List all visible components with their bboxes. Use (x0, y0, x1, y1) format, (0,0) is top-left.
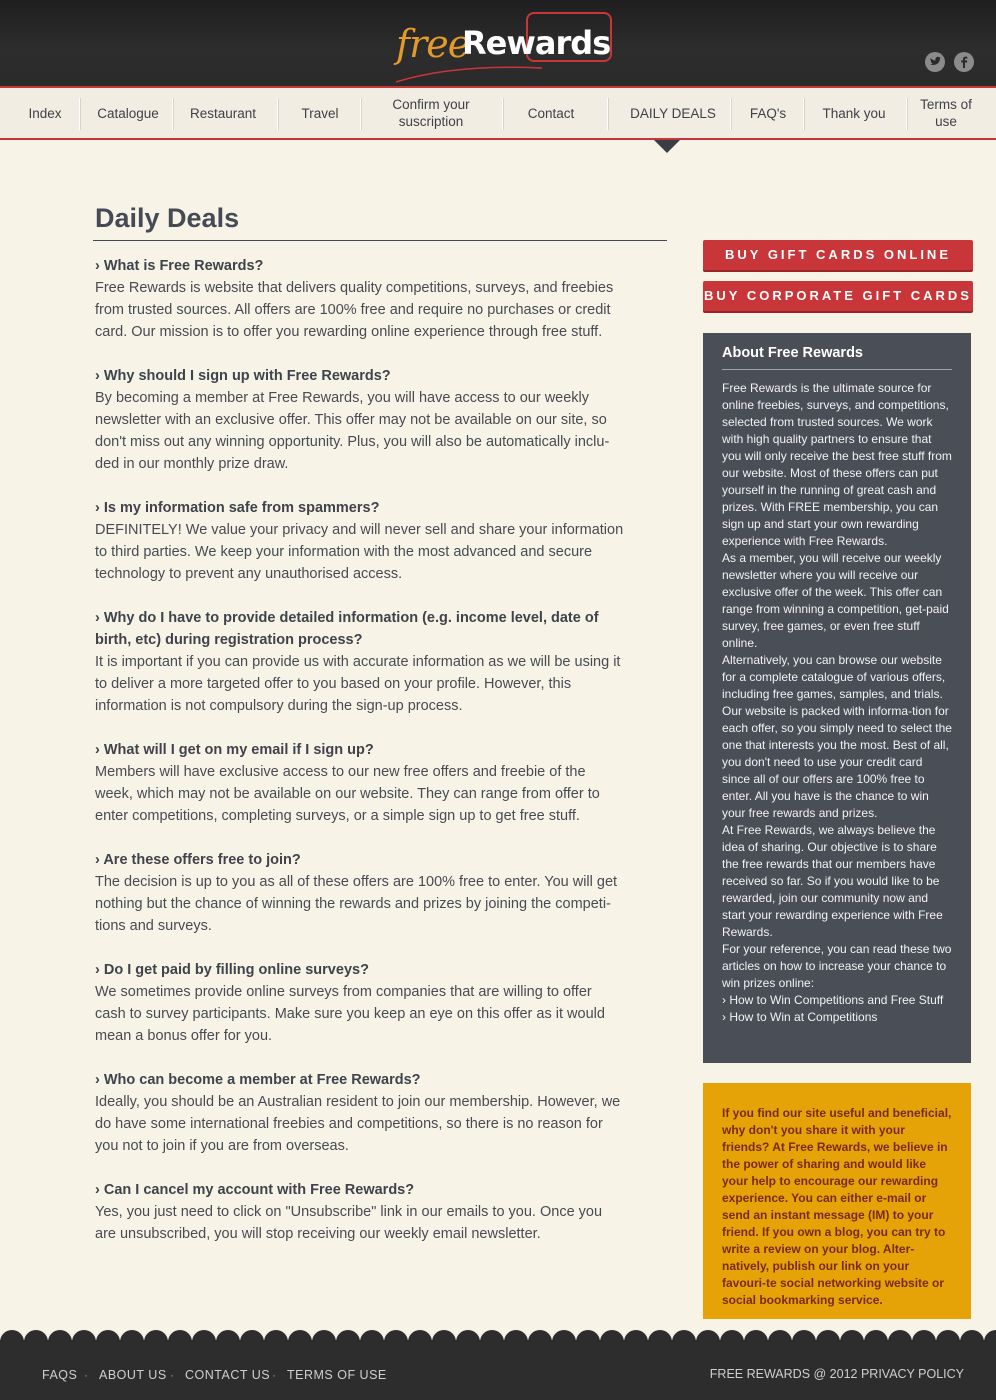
site-header (0, 0, 996, 88)
faq-item (95, 849, 625, 937)
faq-question: › What will I get on my email if I sign up? (95, 739, 625, 761)
share-text: If you find our site useful and beneficial, why don't you share it with your friends? At Free Rewards, we believe in the power of sharing and would like your help to encourage our rewarding experience. You can either e-mail or send an instant message (IM) to your friend. If you own a blog, you can try to write a review on your blog. Alter-natively, publish our link on your favouri-te social networking website or social bookmarking service. (722, 1106, 952, 1307)
nav-item-contact[interactable]: Contact (527, 105, 575, 121)
footer-copyright: FREE REWARDS @ 2012 PRIVACY POLICY (709, 1367, 964, 1381)
nav-item-faqs[interactable]: FAQ's (749, 105, 787, 121)
faq-question: › Can I cancel my account with Free Rewards? (95, 1179, 625, 1201)
faq-answer: DEFINITELY! We value your privacy and will never sell and share your information to third parties. We keep your information with the most advanced and secure technology to prevent any unauthorised access. (95, 522, 624, 582)
faq-question: › What is Free Rewards? (95, 255, 625, 277)
faq-answer: It is important if you can provide us with accurate information as we will be using it to deliver a more targeted offer to you based on your profile. However, this information is not compulsory during the sign-up process. (95, 654, 621, 714)
faq-question: › Is my information safe from spammers? (95, 497, 625, 519)
active-nav-pointer (654, 140, 680, 153)
footer-link-about-us[interactable]: ABOUT US (99, 1368, 167, 1382)
faq-question: › Are these offers free to join? (95, 849, 625, 871)
about-paragraph: At Free Rewards, we always believe the idea of sharing. Our objective is to share the free rewards that our members have received so far. So if you would like to be rewarded, join our community now and start your rewarding experience with Free Rewards. (722, 823, 943, 939)
nav-separator (803, 98, 805, 130)
faq-item (95, 1069, 625, 1157)
about-paragraph: Free Rewards is the ultimate source for online freebies, surveys, and competitions, selected from trusted sources. We work with high quality partners to ensure that you will only receive the best free stuff from our website. Most of these offers can put yourself in the running of great cash and prizes. With FREE membership, you can sign up and start your own rewarding experience with Free Rewards. (722, 381, 952, 548)
faq-answer: Yes, you just need to click on "Unsubscribe" link in our emails to you. Once you are unsubscribed, you will stop receiving our weekly email newsletter. (95, 1204, 603, 1242)
faq-question: › Why should I sign up with Free Rewards? (95, 365, 625, 387)
about-paragraph: As a member, you will receive our weekly newsletter where you will receive our exclusive offer of the week. This offer can range from winning a competition, get-paid survey, free games, or even free stuff online. (722, 551, 949, 650)
article-link[interactable]: › How to Win Competitions and Free Stuff (722, 992, 952, 1009)
faq-answer: Members will have exclusive access to our new free offers and freebie of the week, which may not be available on our website. They can range from offer to enter competitions, completing surveys, or a simple sign up to get free stuff. (95, 764, 600, 824)
nav-item-restaurant[interactable]: Restaurant (189, 105, 257, 121)
faq-answer: The decision is up to you as all of these offers are 100% free to enter. You will get nothing but the chance of winning the rewards and prizes by joining the competi-tions and surveys. (95, 874, 618, 934)
faq-answer: We sometimes provide online surveys from companies that are willing to offer cash to survey participants. Make sure you keep an eye on this offer as it would mean a bonus offer for you. (95, 984, 605, 1044)
nav-separator (79, 98, 81, 130)
title-divider (93, 240, 667, 241)
footer-link-terms-of-use[interactable]: TERMS OF USE (287, 1368, 387, 1382)
logo-swoosh (394, 62, 544, 84)
nav-item-confirm-subscription[interactable]: Confirm your suscription (392, 97, 470, 129)
page-title: Daily Deals (95, 203, 240, 233)
faq-item (95, 607, 625, 717)
nav-item-terms-of-use[interactable]: Terms of use (920, 97, 972, 129)
buy-gift-cards-online-button[interactable]: BUY GIFT CARDS ONLINE (703, 240, 973, 270)
footer-link-contact-us[interactable]: CONTACT US (185, 1368, 271, 1382)
nav-item-thank-you[interactable]: Thank you (822, 105, 886, 121)
nav-separator (172, 98, 174, 130)
nav-item-travel[interactable]: Travel (301, 105, 339, 121)
faq-item (95, 365, 625, 475)
main-nav (0, 88, 996, 140)
faq-answer: By becoming a member at Free Rewards, you will have access to our weekly newsletter with an exclusive offer. This offer may not be available on our site, so don't miss out any winning opportunity. Plus, you will also be automatically inclu-ded in our monthly prize draw. (95, 390, 610, 472)
nav-separator (906, 98, 908, 130)
faq-answer: Free Rewards is website that delivers quality competitions, surveys, and freebies from trusted sources. All offers are 100% free and require no purchases or credit card. Our mission is to offer you rewarding online experience through free stuff. (95, 280, 614, 340)
footer-separator: · (272, 1368, 276, 1382)
faq-item (95, 255, 625, 343)
share-panel (703, 1083, 971, 1319)
about-paragraph: Alternatively, you can browse our website for a complete catalogue of various offers, including free games, samples, and trials. Our website is packed with informa-tion for each offer, so you simply need to select the one that interests you the most. Best of all, you don't need to use your credit card since all of our offers are 100% free to enter. All you have is the chance to win your free rewards and prizes. (722, 653, 952, 820)
nav-item-daily-deals[interactable]: DAILY DEALS (630, 105, 716, 121)
buy-corporate-gift-cards-button[interactable]: BUY CORPORATE GIFT CARDS (703, 281, 973, 311)
faq-question: › Why do I have to provide detailed information (e.g. income level, date of birth, etc) during registration process? (95, 607, 625, 651)
nav-item-catalogue[interactable]: Catalogue (97, 105, 159, 121)
nav-separator (502, 98, 504, 130)
nav-separator (730, 98, 732, 130)
faq-item (95, 959, 625, 1047)
about-paragraph: For your reference, you can read these two articles on how to increase your chance to win prizes online: (722, 942, 952, 990)
nav-separator (607, 98, 609, 130)
footer-separator: · (170, 1368, 174, 1382)
about-title: About Free Rewards (722, 345, 952, 370)
logo-free-text: free (396, 22, 470, 66)
nav-separator (277, 98, 279, 130)
nav-separator (360, 98, 362, 130)
facebook-icon[interactable] (954, 52, 974, 72)
nav-item-index[interactable]: Index (28, 105, 62, 121)
footer-link-faqs[interactable]: FAQS (42, 1368, 78, 1382)
faq-item (95, 1179, 625, 1245)
faq-answer: Ideally, you should be an Australian resident to join our membership. However, we do have some international freebies and competitions, so there is no reason for you not to join if you are from overseas. (95, 1094, 621, 1154)
logo-rewards-text: Rewards (462, 24, 611, 62)
twitter-icon[interactable] (925, 52, 945, 72)
faq-item (95, 497, 625, 585)
article-link[interactable]: › How to Win at Competitions (722, 1009, 952, 1026)
faq-question: › Do I get paid by filling online surveys? (95, 959, 625, 981)
site-logo[interactable] (392, 12, 614, 80)
faq-question: › Who can become a member at Free Rewards? (95, 1069, 625, 1091)
faq-item (95, 739, 625, 827)
about-panel (703, 333, 971, 1063)
footer-separator: · (84, 1368, 88, 1382)
